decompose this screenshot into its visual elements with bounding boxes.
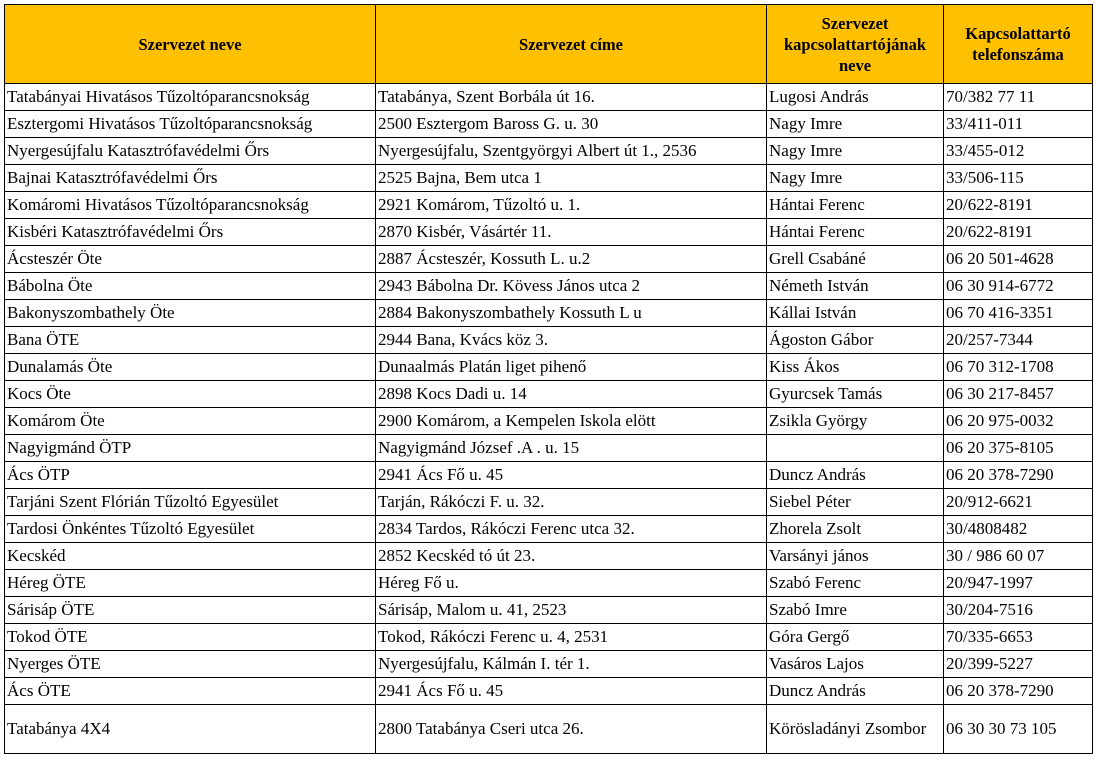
org-address-cell: 2834 Tardos, Rákóczi Ferenc utca 32. bbox=[376, 516, 767, 543]
org-address-cell: 2887 Ácsteszér, Kossuth L. u.2 bbox=[376, 246, 767, 273]
contact-name-cell: Kállai István bbox=[767, 300, 944, 327]
phone-cell: 30 / 986 60 07 bbox=[944, 543, 1093, 570]
table-row bbox=[5, 111, 1093, 138]
contact-name-cell: Nagy Imre bbox=[767, 111, 944, 138]
org-name-cell: Kecskéd bbox=[5, 543, 376, 570]
org-name-cell: Bakonyszombathely Öte bbox=[5, 300, 376, 327]
phone-cell: 06 30 217-8457 bbox=[944, 381, 1093, 408]
org-address-cell: 2884 Bakonyszombathely Kossuth L u bbox=[376, 300, 767, 327]
phone-cell: 06 20 378-7290 bbox=[944, 678, 1093, 705]
org-name-cell: Héreg ÖTE bbox=[5, 570, 376, 597]
org-name-cell: Kisbéri Katasztrófavédelmi Őrs bbox=[5, 219, 376, 246]
table-row bbox=[5, 165, 1093, 192]
org-address-cell: Nyergesújfalu, Szentgyörgyi Albert út 1., 2536 bbox=[376, 138, 767, 165]
org-name-cell: Nyergesújfalu Katasztrófavédelmi Őrs bbox=[5, 138, 376, 165]
phone-cell: 70/382 77 11 bbox=[944, 84, 1093, 111]
table-row bbox=[5, 219, 1093, 246]
org-address-cell: 2941 Ács Fő u. 45 bbox=[376, 678, 767, 705]
table-row bbox=[5, 543, 1093, 570]
org-name-cell: Ácsteszér Öte bbox=[5, 246, 376, 273]
table-row bbox=[5, 138, 1093, 165]
table-row bbox=[5, 516, 1093, 543]
contact-name-cell: Hántai Ferenc bbox=[767, 192, 944, 219]
org-name-cell: Ács ÖTP bbox=[5, 462, 376, 489]
table-row bbox=[5, 246, 1093, 273]
org-name-cell: Komáromi Hivatásos Tűzoltóparancsnokság bbox=[5, 192, 376, 219]
org-address-cell: Dunaalmás Platán liget pihenő bbox=[376, 354, 767, 381]
org-name-cell: Bajnai Katasztrófavédelmi Őrs bbox=[5, 165, 376, 192]
phone-cell: 06 70 312-1708 bbox=[944, 354, 1093, 381]
phone-cell: 20/947-1997 bbox=[944, 570, 1093, 597]
table-row bbox=[5, 435, 1093, 462]
contact-name-cell: Nagy Imre bbox=[767, 165, 944, 192]
org-address-cell: 2921 Komárom, Tűzoltó u. 1. bbox=[376, 192, 767, 219]
column-header-contact: Szervezet kapcsolattartójának neve bbox=[767, 5, 944, 84]
contact-name-cell: Duncz András bbox=[767, 678, 944, 705]
org-name-cell: Komárom Öte bbox=[5, 408, 376, 435]
contact-name-cell: Grell Csabáné bbox=[767, 246, 944, 273]
org-address-cell: 2852 Kecskéd tó út 23. bbox=[376, 543, 767, 570]
org-address-cell: 2500 Esztergom Baross G. u. 30 bbox=[376, 111, 767, 138]
org-address-cell: Sárisáp, Malom u. 41, 2523 bbox=[376, 597, 767, 624]
contact-name-cell: Hántai Ferenc bbox=[767, 219, 944, 246]
org-address-cell: Tatabánya, Szent Borbála út 16. bbox=[376, 84, 767, 111]
column-header-address: Szervezet címe bbox=[376, 5, 767, 84]
table-row bbox=[5, 705, 1093, 754]
table-row bbox=[5, 192, 1093, 219]
org-name-cell: Nyerges ÖTE bbox=[5, 651, 376, 678]
org-address-cell: Nagyigmánd József .A . u. 15 bbox=[376, 435, 767, 462]
org-address-cell: 2944 Bana, Kvács köz 3. bbox=[376, 327, 767, 354]
contact-name-cell: Gyurcsek Tamás bbox=[767, 381, 944, 408]
phone-cell: 20/912-6621 bbox=[944, 489, 1093, 516]
phone-cell: 20/622-8191 bbox=[944, 219, 1093, 246]
org-name-cell: Tatabányai Hivatásos Tűzoltóparancsnokság bbox=[5, 84, 376, 111]
phone-cell: 20/257-7344 bbox=[944, 327, 1093, 354]
phone-cell: 20/399-5227 bbox=[944, 651, 1093, 678]
column-header-phone: Kapcsolattartó telefonszáma bbox=[944, 5, 1093, 84]
phone-cell: 30/4808482 bbox=[944, 516, 1093, 543]
contact-name-cell: Zhorela Zsolt bbox=[767, 516, 944, 543]
table-row bbox=[5, 570, 1093, 597]
phone-cell: 20/622-8191 bbox=[944, 192, 1093, 219]
org-name-cell: Tarjáni Szent Flórián Tűzoltó Egyesület bbox=[5, 489, 376, 516]
phone-cell: 30/204-7516 bbox=[944, 597, 1093, 624]
org-name-cell: Bana ÖTE bbox=[5, 327, 376, 354]
org-address-cell: 2898 Kocs Dadi u. 14 bbox=[376, 381, 767, 408]
phone-cell: 33/455-012 bbox=[944, 138, 1093, 165]
contact-name-cell: Szabó Imre bbox=[767, 597, 944, 624]
org-address-cell: Héreg Fő u. bbox=[376, 570, 767, 597]
contact-name-cell: Kiss Ákos bbox=[767, 354, 944, 381]
contact-name-cell: Szabó Ferenc bbox=[767, 570, 944, 597]
phone-cell: 06 30 30 73 105 bbox=[944, 705, 1093, 754]
org-address-cell: 2525 Bajna, Bem utca 1 bbox=[376, 165, 767, 192]
contact-name-cell: Körösladányi Zsombor bbox=[767, 705, 944, 754]
table-row bbox=[5, 381, 1093, 408]
table-body bbox=[5, 84, 1093, 754]
phone-cell: 33/506-115 bbox=[944, 165, 1093, 192]
org-name-cell: Bábolna Öte bbox=[5, 273, 376, 300]
org-name-cell: Tokod ÖTE bbox=[5, 624, 376, 651]
column-header-name: Szervezet neve bbox=[5, 5, 376, 84]
table-row bbox=[5, 327, 1093, 354]
table-row bbox=[5, 651, 1093, 678]
org-address-cell: 2800 Tatabánya Cseri utca 26. bbox=[376, 705, 767, 754]
table-row bbox=[5, 462, 1093, 489]
org-name-cell: Kocs Öte bbox=[5, 381, 376, 408]
table-header-row bbox=[5, 5, 1093, 84]
contact-name-cell bbox=[767, 435, 944, 462]
table-row bbox=[5, 489, 1093, 516]
contact-name-cell: Németh István bbox=[767, 273, 944, 300]
org-name-cell: Dunalamás Öte bbox=[5, 354, 376, 381]
contact-name-cell: Vasáros Lajos bbox=[767, 651, 944, 678]
org-address-cell: 2870 Kisbér, Vásártér 11. bbox=[376, 219, 767, 246]
phone-cell: 06 20 975-0032 bbox=[944, 408, 1093, 435]
table-row bbox=[5, 273, 1093, 300]
org-address-cell: 2900 Komárom, a Kempelen Iskola elött bbox=[376, 408, 767, 435]
table-row bbox=[5, 354, 1093, 381]
org-address-cell: Nyergesújfalu, Kálmán I. tér 1. bbox=[376, 651, 767, 678]
org-name-cell: Nagyigmánd ÖTP bbox=[5, 435, 376, 462]
table-row bbox=[5, 678, 1093, 705]
org-name-cell: Esztergomi Hivatásos Tűzoltóparancsnokság bbox=[5, 111, 376, 138]
org-address-cell: 2941 Ács Fő u. 45 bbox=[376, 462, 767, 489]
table-row bbox=[5, 300, 1093, 327]
org-address-cell: Tarján, Rákóczi F. u. 32. bbox=[376, 489, 767, 516]
phone-cell: 06 30 914-6772 bbox=[944, 273, 1093, 300]
contact-name-cell: Duncz András bbox=[767, 462, 944, 489]
contact-name-cell: Góra Gergő bbox=[767, 624, 944, 651]
org-name-cell: Ács ÖTE bbox=[5, 678, 376, 705]
org-name-cell: Tardosi Önkéntes Tűzoltó Egyesület bbox=[5, 516, 376, 543]
phone-cell: 33/411-011 bbox=[944, 111, 1093, 138]
org-address-cell: 2943 Bábolna Dr. Kövess János utca 2 bbox=[376, 273, 767, 300]
table-row bbox=[5, 408, 1093, 435]
contact-name-cell: Ágoston Gábor bbox=[767, 327, 944, 354]
org-address-cell: Tokod, Rákóczi Ferenc u. 4, 2531 bbox=[376, 624, 767, 651]
contact-name-cell: Varsányi jános bbox=[767, 543, 944, 570]
org-name-cell: Sárisáp ÖTE bbox=[5, 597, 376, 624]
table-row bbox=[5, 597, 1093, 624]
organizations-table bbox=[4, 4, 1093, 754]
table-row bbox=[5, 624, 1093, 651]
org-name-cell: Tatabánya 4X4 bbox=[5, 705, 376, 754]
phone-cell: 06 20 375-8105 bbox=[944, 435, 1093, 462]
contact-name-cell: Lugosi András bbox=[767, 84, 944, 111]
phone-cell: 06 20 378-7290 bbox=[944, 462, 1093, 489]
phone-cell: 06 20 501-4628 bbox=[944, 246, 1093, 273]
contact-name-cell: Siebel Péter bbox=[767, 489, 944, 516]
phone-cell: 70/335-6653 bbox=[944, 624, 1093, 651]
phone-cell: 06 70 416-3351 bbox=[944, 300, 1093, 327]
contact-name-cell: Nagy Imre bbox=[767, 138, 944, 165]
table-row bbox=[5, 84, 1093, 111]
contact-name-cell: Zsikla György bbox=[767, 408, 944, 435]
